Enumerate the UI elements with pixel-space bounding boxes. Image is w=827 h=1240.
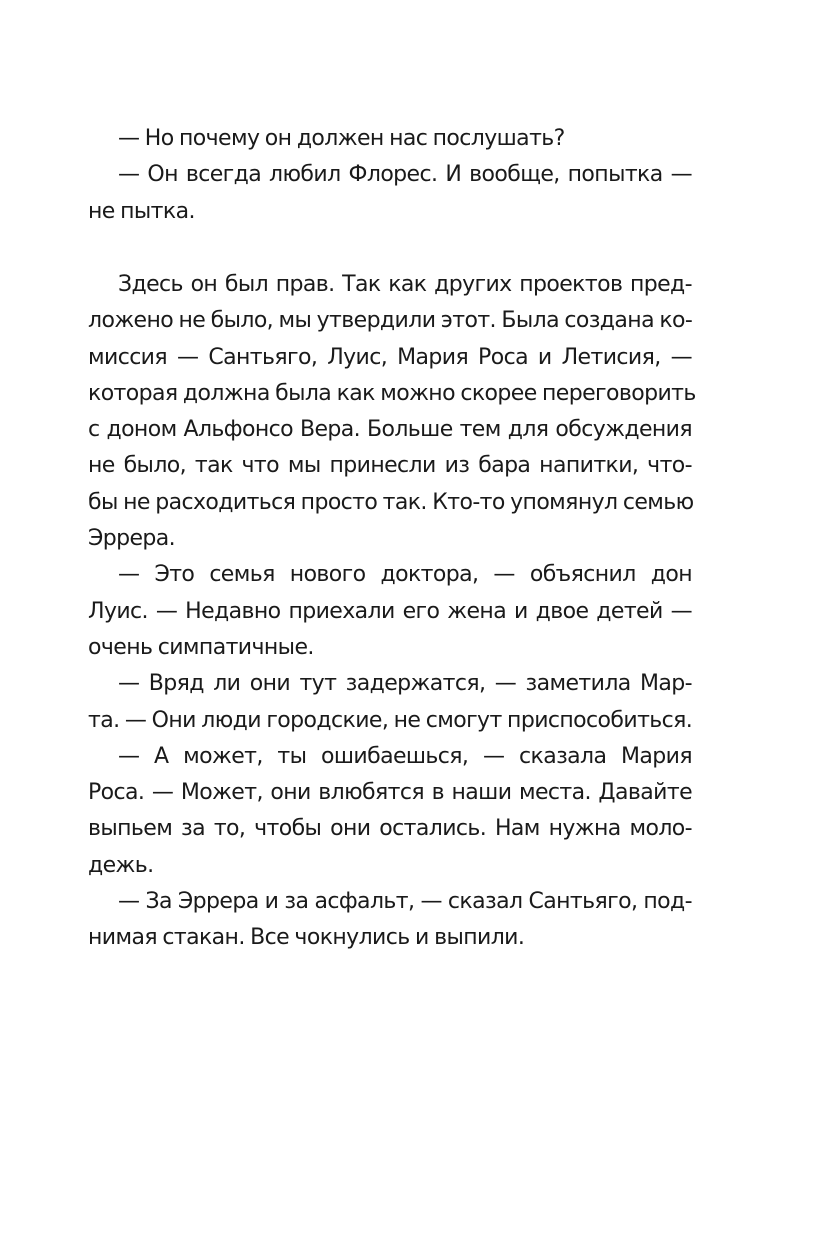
text-line: — За Эррера и за асфальт, — сказал Сантьяго, под- — [118, 889, 692, 915]
text-line: — Это семья нового доктора, — объяснил дон — [118, 562, 692, 588]
dialogue-block-top — [88, 121, 692, 230]
text-line: выпьем за то, чтобы они остались. Нам нужна моло- — [88, 816, 692, 842]
text-line: с доном Альфонсо Вера. Больше тем для обсуждения — [88, 417, 692, 443]
narrative-block — [88, 267, 696, 957]
text-line: — Но почему он должен нас послушать? — [118, 126, 565, 151]
text-line: дежь. — [88, 852, 154, 878]
text-line: Луис. — Недавно приехали его жена и двое детей — — [88, 598, 692, 624]
text-line: бы не расходиться просто так. Кто-то упомянул семью — [88, 489, 694, 515]
text-line: не пытка. — [88, 198, 195, 224]
text-line: миссия — Сантьяго, Луис, Мария Роса и Летисия, — — [88, 344, 692, 370]
text-line: Здесь он был прав. Так как других проектов пред- — [118, 272, 692, 297]
text-line: очень симпатичные. — [88, 634, 314, 660]
text-line: не было, так что мы принесли из бара напитки, что- — [88, 453, 692, 479]
text-line: — Он всегда любил Флорес. И вообще, попытка — — [118, 162, 692, 188]
text-line: которая должна была как можно скорее переговорить — [88, 380, 696, 406]
text-line: ложено не было, мы утвердили этот. Была создана ко- — [88, 308, 693, 334]
text-line: та. — Они люди городские, не смогут приспособиться. — [88, 707, 693, 733]
text-line: Роса. — Может, они влюбятся в наши места. Давайте — [88, 780, 692, 806]
text-line: Эррера. — [88, 526, 176, 552]
text-line: нимая стакан. Все чокнулись и выпили. — [88, 925, 525, 951]
text-line: — Вряд ли они тут задержатся, — заметила Мар- — [118, 671, 692, 697]
text-line: — А может, ты ошибаешься, — сказала Мария — [118, 743, 692, 769]
